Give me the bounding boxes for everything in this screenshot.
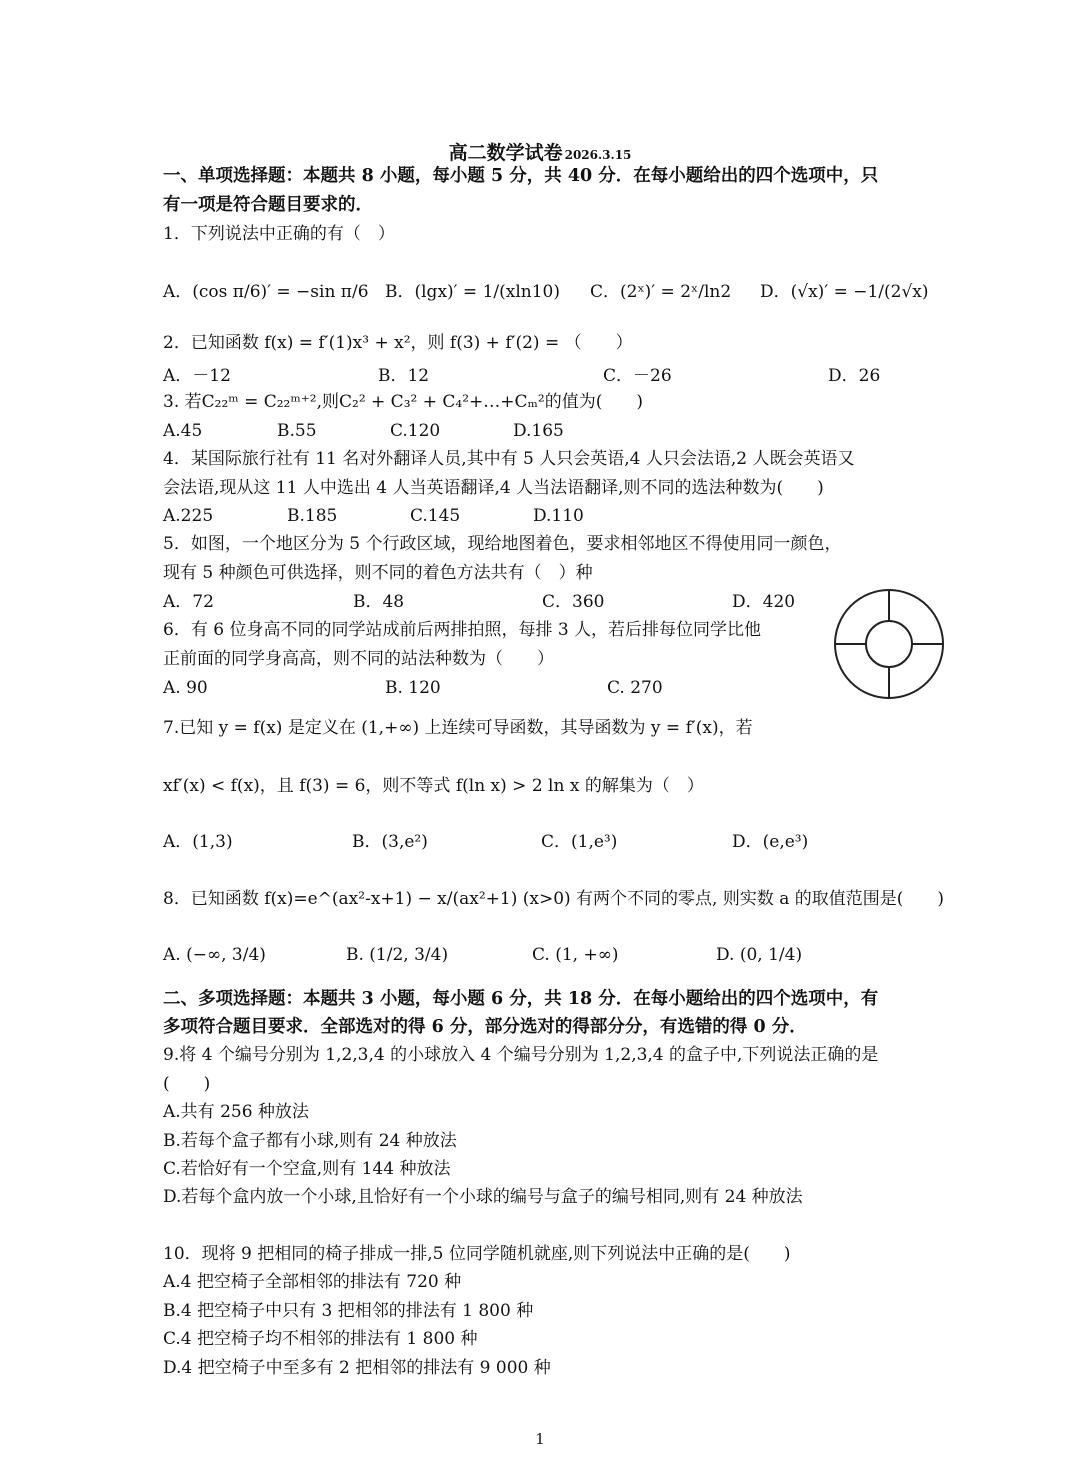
q4-option-d: D.110 [533, 506, 584, 526]
q10-stem: 10．现将 9 把相同的椅子排成一排,5 位同学随机就座,则下列说法中正确的是( ) [163, 1244, 791, 1264]
q3-option-d: D.165 [513, 421, 564, 441]
q7-option-c: C．(1,e³) [541, 832, 618, 852]
q9-stem-line2: ( ) [163, 1074, 211, 1094]
section1-heading-line2: 有一项是符合题目要求的． [163, 195, 373, 215]
q1-option-b: B．(lgx)′ = 1/(xln10) [385, 282, 560, 302]
q9-stem-line1: 9.将 4 个编号分别为 1,2,3,4 的小球放入 4 个编号分别为 1,2,3,4 的盒子中,下列说法正确的是 [163, 1045, 879, 1065]
q7-option-a: A．(1,3) [163, 832, 233, 852]
q10-option-a: A.4 把空椅子全部相邻的排法有 720 种 [163, 1272, 462, 1292]
map-inner-circle [866, 621, 912, 667]
q1-option-c: C．(2ˣ)′ = 2ˣ/ln2 [590, 282, 732, 302]
q9-option-c: C.若恰好有一个空盒,则有 144 种放法 [163, 1159, 451, 1179]
q10-option-c: C.4 把空椅子均不相邻的排法有 1 800 种 [163, 1329, 478, 1349]
q2-option-c: C．－26 [603, 366, 672, 386]
region-map-figure [833, 588, 945, 700]
q4-option-c: C.145 [410, 506, 461, 526]
q2-option-b: B．12 [378, 366, 430, 386]
q5-option-b: B．48 [353, 592, 405, 612]
q10-option-d: D.4 把空椅子中至多有 2 把相邻的排法有 9 000 种 [163, 1358, 551, 1378]
q9-option-a: A.共有 256 种放法 [163, 1102, 309, 1122]
q6-option-b: B. 120 [385, 678, 441, 698]
section1-heading-line1: 一、单项选择题：本题共 8 小题，每小题 5 分，共 40 分．在每小题给出的四个选项中，只 [163, 166, 879, 186]
q5-option-d: D．420 [732, 592, 796, 612]
q5-option-a: A．72 [163, 592, 214, 612]
exam-title [0, 138, 1080, 165]
q5-option-c: C．360 [542, 592, 605, 612]
q6-stem-line1: 6．有 6 位身高不同的同学站成前后两排拍照，每排 3 人，若后排每位同学比他 [163, 620, 762, 640]
q7-option-b: B．(3,e²) [352, 832, 428, 852]
title-text: 高二数学试卷 [448, 142, 563, 164]
q3-option-b: B.55 [277, 421, 317, 441]
q8-option-d: D. (0, 1/4) [716, 945, 803, 965]
q8-option-b: B. (1/2, 3/4) [346, 945, 449, 965]
q6-stem-line2: 正前面的同学身高高，则不同的站法种数为（ ） [163, 649, 554, 669]
q4-option-b: B.185 [287, 506, 338, 526]
q5-stem-line1: 5．如图，一个地区分为 5 个行政区域，现给地图着色，要求相邻地区不得使用同一颜色， [163, 534, 842, 554]
q8-option-a: A. (−∞, 3/4) [163, 945, 266, 965]
q7-stem-line1: 7.已知 y = f(x) 是定义在 (1,+∞) 上连续可导函数，其导函数为 y = f′(x)，若 [163, 718, 753, 738]
q1-option-a: A．(cos π/6)′ = −sin π/6 [163, 282, 369, 302]
section2-heading-line1: 二、多项选择题：本题共 3 小题，每小题 6 分，共 18 分．在每小题给出的四个选项中，有 [163, 989, 879, 1009]
q9-option-d: D.若每个盒内放一个小球,且恰好有一个小球的编号与盒子的编号相同,则有 24 种放法 [163, 1187, 803, 1207]
q1-stem: 1．下列说法中正确的有（ ） [163, 224, 395, 244]
q10-option-b: B.4 把空椅子中只有 3 把相邻的排法有 1 800 种 [163, 1301, 534, 1321]
q1-option-d: D．(√x)′ = −1/(2√x) [760, 282, 929, 302]
q9-option-b: B.若每个盒子都有小球,则有 24 种放法 [163, 1131, 457, 1151]
exam-date: 2026.3.15 [564, 148, 632, 162]
q4-stem-line2: 会法语,现从这 11 人中选出 4 人当英语翻译,4 人当法语翻译,则不同的选法种数为( ) [163, 478, 824, 498]
q3-option-a: A.45 [163, 421, 203, 441]
q2-stem: 2．已知函数 f(x) = f′(1)x³ + x²，则 f(3) + f′(2) = （ ） [163, 333, 633, 353]
q3-stem: 3. 若C₂₂ᵐ = C₂₂ᵐ⁺²,则C₂² + C₃² + C₄²+…+Cₘ²的值为( ) [163, 392, 644, 412]
q6-option-c: C. 270 [607, 678, 663, 698]
q5-stem-line2: 现有 5 种颜色可供选择，则不同的着色方法共有（ ）种 [163, 563, 593, 583]
q7-stem-line2: xf′(x) < f(x)，且 f(3) = 6，则不等式 f(ln x) > 2 ln x 的解集为（ ） [163, 776, 704, 796]
section2-heading-line2: 多项符合题目要求．全部选对的得 6 分，部分选对的得部分分，有选错的得 0 分． [163, 1017, 807, 1037]
page-number: 1 [535, 1430, 545, 1448]
q4-option-a: A.225 [163, 506, 214, 526]
q2-option-a: A．－12 [163, 366, 231, 386]
q8-stem: 8．已知函数 f(x)=e^(ax²-x+1) − x/(ax²+1) (x>0) 有两个不同的零点, 则实数 a 的取值范围是( ) [163, 889, 945, 909]
q3-option-c: C.120 [390, 421, 441, 441]
q8-option-c: C. (1, +∞) [532, 945, 619, 965]
q7-option-d: D．(e,e³) [732, 832, 809, 852]
q4-stem-line1: 4．某国际旅行社有 11 名对外翻译人员,其中有 5 人只会英语,4 人只会法语,2 人既会英语又 [163, 449, 855, 469]
q6-option-a: A. 90 [163, 678, 208, 698]
q2-option-d: D．26 [828, 366, 881, 386]
